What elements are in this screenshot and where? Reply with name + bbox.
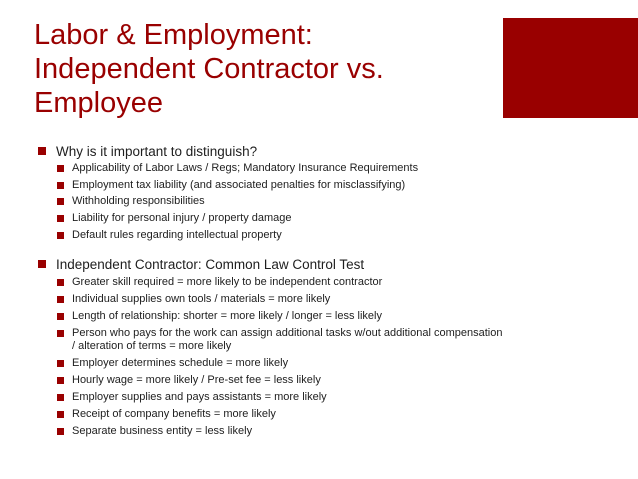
bullet-square-icon [57,377,64,384]
bullet-square-icon [57,232,64,239]
title-line-1: Labor & Employment: [34,19,313,51]
bullet-square-icon [57,428,64,435]
bullet-square-icon [57,182,64,189]
bullet-square-icon [57,330,64,337]
bullet-square-icon [57,215,64,222]
bullet-square-icon [57,296,64,303]
bullet-square-icon [38,147,46,155]
bullet-square-icon [38,260,46,268]
bullet-square-icon [57,411,64,418]
bullet-square-icon [57,165,64,172]
accent-box [503,18,638,118]
title-line-3: Employee [34,87,163,119]
bullet-square-icon [57,279,64,286]
bullet-square-icon [57,313,64,320]
slide: Labor & Employment: Independent Contractor vs. Employee Why is it important to distinguish? Applicability of Labor Laws / Regs; Mandatory Insurance Requirements Employment tax liability (and associated penalties for misclassifying) Withholding responsibilities Liability for personal injury / property damage Default rules regarding intellectual property Independent Contractor: Common Law Control Test Greater skill required = more likely to be independent contractor Individual supplies own tools / materials = more likely Length of relationship: shorter = more likely / longer = less likely Person who pays for the work can assign additional tasks w/out additional compensation / alteration of terms = more likely Employer determines schedule = more likely Hourly wage = more likely / Pre-set fee = less likely Employer supplies and pays assistants = more likely Receipt of company benefits = more likely Separate business entity = less likely [0,0,638,479]
slide-title [34,18,494,120]
bullet-square-icon [57,360,64,367]
bullet-square-icon [57,198,64,205]
title-line-2: Independent Contractor vs. [34,53,384,85]
bullet-square-icon [57,394,64,401]
